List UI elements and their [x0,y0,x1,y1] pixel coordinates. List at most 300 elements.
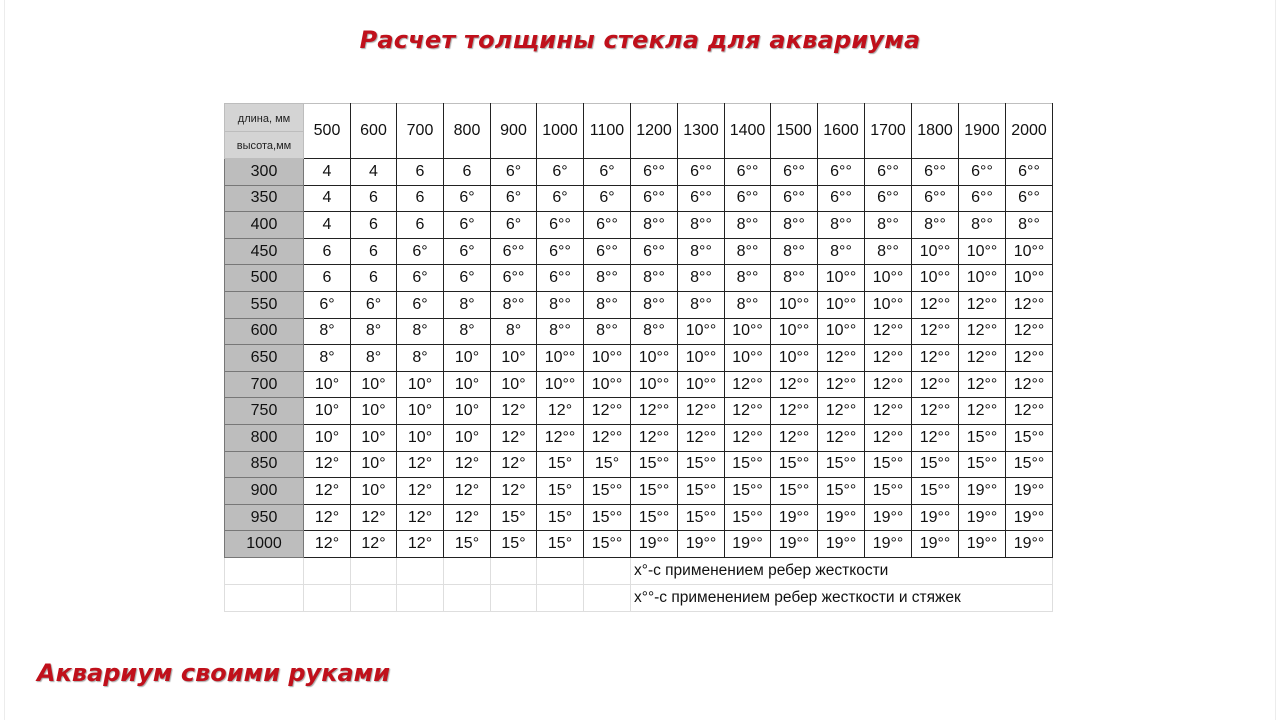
thickness-cell: 15° [444,531,491,558]
thickness-cell: 6°° [912,159,959,186]
thickness-cell: 12°° [1006,345,1053,372]
thickness-cell: 10° [351,398,397,425]
thickness-cell: 12° [397,531,444,558]
table-row [225,345,1053,372]
thickness-cell: 12° [397,451,444,478]
height-header-300: 300 [225,159,304,186]
thickness-cell: 19°° [818,504,865,531]
thickness-cell: 8°° [865,212,912,239]
thickness-cell: 4 [351,159,397,186]
length-header-1900: 1900 [959,104,1006,159]
thickness-cell: 15°° [631,504,678,531]
thickness-cell: 6 [351,238,397,265]
thickness-cell: 6 [304,265,351,292]
thickness-cell: 6° [444,185,491,212]
thickness-cell: 15°° [725,478,771,505]
thickness-cell: 6°° [865,185,912,212]
thickness-cell: 10° [397,398,444,425]
table-row [225,371,1053,398]
thickness-cell: 12°° [537,424,584,451]
corner-divider [225,131,303,132]
thickness-cell: 12°° [725,398,771,425]
thickness-cell: 10°° [1006,238,1053,265]
thickness-cell: 6°° [584,238,631,265]
table-row [225,185,1053,212]
thickness-cell: 10° [397,424,444,451]
thickness-cell: 12°° [725,424,771,451]
thickness-cell: 10°° [818,265,865,292]
height-header-400: 400 [225,212,304,239]
left-edge-line [4,0,5,720]
thickness-cell: 8°° [631,291,678,318]
page-title: Расчет толщины стекла для аквариума [359,26,921,54]
thickness-cell: 10°° [725,318,771,345]
thickness-cell: 19°° [771,504,818,531]
thickness-cell: 8°° [865,238,912,265]
thickness-cell: 6 [444,159,491,186]
thickness-cell: 12°° [1006,398,1053,425]
table-row [225,318,1053,345]
thickness-cell: 12° [304,531,351,558]
table-row [225,265,1053,292]
thickness-cell: 19°° [1006,504,1053,531]
thickness-cell: 15°° [678,478,725,505]
glass-thickness-table [224,103,1053,612]
thickness-cell: 4 [304,212,351,239]
thickness-cell: 6° [304,291,351,318]
thickness-cell: 8°° [631,318,678,345]
thickness-cell: 19°° [678,531,725,558]
table-row [225,451,1053,478]
table-row [225,504,1053,531]
empty-cell [584,584,631,611]
thickness-cell: 12° [491,451,537,478]
height-axis-label: высота,мм [236,140,292,152]
thickness-cell: 8° [351,345,397,372]
thickness-cell: 12°° [912,318,959,345]
thickness-cell: 19°° [912,504,959,531]
thickness-cell: 12°° [1006,318,1053,345]
thickness-cell: 10°° [678,371,725,398]
thickness-cell: 12°° [771,398,818,425]
thickness-cell: 12°° [584,424,631,451]
thickness-cell: 10° [351,371,397,398]
table-corner-header [225,104,304,159]
thickness-cell: 6°° [818,185,865,212]
thickness-cell: 10°° [912,265,959,292]
length-header-1500: 1500 [771,104,818,159]
thickness-cell: 15°° [584,504,631,531]
empty-cell [537,557,584,584]
thickness-cell: 10°° [771,291,818,318]
thickness-cell: 10° [304,398,351,425]
thickness-cell: 6°° [584,212,631,239]
thickness-cell: 12°° [865,318,912,345]
thickness-cell: 15°° [959,451,1006,478]
thickness-cell: 12°° [959,291,1006,318]
thickness-cell: 8°° [1006,212,1053,239]
thickness-cell: 10° [444,345,491,372]
thickness-cell: 6°° [631,185,678,212]
height-header-950: 950 [225,504,304,531]
thickness-cell: 6° [351,291,397,318]
thickness-cell: 10°° [725,345,771,372]
thickness-cell: 10° [491,345,537,372]
thickness-cell: 15°° [678,451,725,478]
thickness-cell: 12° [304,451,351,478]
thickness-cell: 15°° [725,504,771,531]
thickness-cell: 6°° [912,185,959,212]
empty-cell [537,584,584,611]
thickness-cell: 15°° [771,478,818,505]
thickness-cell: 15°° [631,478,678,505]
thickness-cell: 10°° [631,345,678,372]
thickness-cell: 12°° [678,398,725,425]
thickness-cell: 6 [304,238,351,265]
thickness-cell: 10°° [959,265,1006,292]
thickness-cell: 12°° [725,371,771,398]
thickness-cell: 6° [491,159,537,186]
thickness-cell: 6 [351,265,397,292]
length-header-800: 800 [444,104,491,159]
thickness-cell: 10°° [537,345,584,372]
thickness-cell: 8°° [584,265,631,292]
thickness-cell: 6°° [1006,185,1053,212]
thickness-cell: 10°° [912,238,959,265]
thickness-cell: 6 [397,212,444,239]
table-row [225,424,1053,451]
thickness-cell: 8°° [678,265,725,292]
thickness-cell: 15°° [865,451,912,478]
height-header-600: 600 [225,318,304,345]
thickness-cell: 10° [491,371,537,398]
empty-cell [397,557,444,584]
table-body [225,159,1053,612]
height-header-350: 350 [225,185,304,212]
thickness-cell: 6°° [537,238,584,265]
thickness-cell: 6° [444,265,491,292]
thickness-cell: 19°° [959,531,1006,558]
thickness-cell: 12°° [912,424,959,451]
thickness-cell: 15°° [912,478,959,505]
empty-cell [225,584,304,611]
thickness-cell: 10°° [865,291,912,318]
thickness-cell: 10° [304,371,351,398]
thickness-cell: 8°° [631,212,678,239]
thickness-cell: 6° [584,159,631,186]
length-header-1600: 1600 [818,104,865,159]
thickness-cell: 10° [444,371,491,398]
thickness-cell: 10°° [678,318,725,345]
thickness-cell: 10° [351,451,397,478]
thickness-cell: 19°° [1006,531,1053,558]
thickness-cell: 15° [537,531,584,558]
thickness-cell: 6 [397,159,444,186]
thickness-cell: 6°° [771,159,818,186]
thickness-cell: 12°° [631,424,678,451]
legend-note: x°°-с применением ребер жесткости и стяжек [631,584,1053,611]
thickness-cell: 6°° [865,159,912,186]
thickness-cell: 15°° [818,451,865,478]
thickness-cell: 12° [351,531,397,558]
thickness-cell: 12°° [865,398,912,425]
thickness-cell: 6° [584,185,631,212]
thickness-cell: 12°° [771,371,818,398]
thickness-cell: 12°° [1006,291,1053,318]
thickness-cell: 8°° [678,238,725,265]
thickness-cell: 15°° [865,478,912,505]
thickness-cell: 15° [537,504,584,531]
thickness-cell: 8°° [725,238,771,265]
length-header-700: 700 [397,104,444,159]
thickness-cell: 15°° [1006,424,1053,451]
thickness-cell: 6° [397,291,444,318]
thickness-cell: 19°° [959,504,1006,531]
thickness-cell: 8°° [725,291,771,318]
length-header-1700: 1700 [865,104,912,159]
thickness-cell: 12°° [818,345,865,372]
empty-cell [225,557,304,584]
thickness-cell: 4 [304,159,351,186]
thickness-cell: 10°° [818,291,865,318]
thickness-cell: 8° [491,318,537,345]
thickness-cell: 8°° [771,212,818,239]
thickness-cell: 10°° [537,371,584,398]
height-header-700: 700 [225,371,304,398]
thickness-cell: 6°° [537,265,584,292]
thickness-cell: 19°° [818,531,865,558]
thickness-cell: 15°° [584,478,631,505]
thickness-cell: 12° [444,504,491,531]
thickness-cell: 12°° [818,398,865,425]
thickness-cell: 15°° [631,451,678,478]
length-header-900: 900 [491,104,537,159]
thickness-cell: 8°° [537,318,584,345]
thickness-cell: 10°° [584,345,631,372]
thickness-cell: 12° [537,398,584,425]
thickness-cell: 12°° [865,424,912,451]
thickness-cell: 12° [491,398,537,425]
thickness-cell: 6° [444,238,491,265]
thickness-cell: 12°° [865,371,912,398]
legend-row [225,557,1053,584]
thickness-cell: 8° [351,318,397,345]
thickness-cell: 15° [537,478,584,505]
thickness-cell: 19°° [1006,478,1053,505]
length-header-1100: 1100 [584,104,631,159]
empty-cell [397,584,444,611]
thickness-cell: 6°° [959,185,1006,212]
thickness-cell: 19°° [725,531,771,558]
thickness-cell: 15°° [912,451,959,478]
thickness-cell: 10° [397,371,444,398]
thickness-cell: 10° [444,398,491,425]
length-header-1000: 1000 [537,104,584,159]
thickness-cell: 6°° [1006,159,1053,186]
thickness-cell: 10°° [771,318,818,345]
thickness-cell: 15°° [818,478,865,505]
thickness-cell: 8°° [959,212,1006,239]
thickness-cell: 6°° [678,159,725,186]
table-row [225,531,1053,558]
thickness-cell: 12°° [959,398,1006,425]
thickness-cell: 6° [491,185,537,212]
thickness-cell: 15°° [771,451,818,478]
thickness-cell: 12°° [912,371,959,398]
thickness-cell: 12°° [959,371,1006,398]
thickness-cell: 12° [491,478,537,505]
thickness-cell: 6°° [491,265,537,292]
thickness-cell: 15°° [959,424,1006,451]
thickness-cell: 10° [351,478,397,505]
table-row [225,212,1053,239]
length-header-1300: 1300 [678,104,725,159]
thickness-cell: 8° [304,345,351,372]
thickness-cell: 19°° [865,531,912,558]
thickness-cell: 6 [351,212,397,239]
empty-cell [351,584,397,611]
thickness-cell: 6° [397,265,444,292]
thickness-cell: 12° [397,504,444,531]
thickness-cell: 15°° [678,504,725,531]
length-header-600: 600 [351,104,397,159]
table-row [225,238,1053,265]
thickness-cell: 12°° [818,424,865,451]
thickness-cell: 12° [444,478,491,505]
length-axis-label: длина, мм [237,113,291,125]
height-header-650: 650 [225,345,304,372]
thickness-cell: 6° [491,212,537,239]
thickness-cell: 10° [351,424,397,451]
thickness-cell: 10°° [771,345,818,372]
table-row [225,398,1053,425]
thickness-cell: 6°° [631,238,678,265]
table-row [225,291,1053,318]
length-header-1800: 1800 [912,104,959,159]
height-header-900: 900 [225,478,304,505]
thickness-cell: 19°° [631,531,678,558]
footer-title: Аквариум своими руками [37,659,391,687]
table-row [225,478,1053,505]
thickness-cell: 19°° [912,531,959,558]
thickness-cell: 12°° [771,424,818,451]
thickness-cell: 12° [397,478,444,505]
length-header-2000: 2000 [1006,104,1053,159]
thickness-cell: 8° [444,291,491,318]
thickness-cell: 6°° [818,159,865,186]
thickness-cell: 10°° [678,345,725,372]
thickness-cell: 15° [491,531,537,558]
empty-cell [491,584,537,611]
empty-cell [584,557,631,584]
thickness-cell: 8°° [725,212,771,239]
thickness-cell: 6°° [725,185,771,212]
thickness-cell: 15°° [584,531,631,558]
legend-row [225,584,1053,611]
length-header-1400: 1400 [725,104,771,159]
height-header-450: 450 [225,238,304,265]
thickness-cell: 10° [304,424,351,451]
thickness-cell: 12°° [912,291,959,318]
thickness-cell: 8°° [678,212,725,239]
thickness-cell: 8°° [771,265,818,292]
thickness-cell: 12° [304,478,351,505]
thickness-cell: 6 [397,185,444,212]
empty-cell [304,557,351,584]
table-row [225,159,1053,186]
thickness-cell: 12°° [865,345,912,372]
thickness-cell: 12°° [631,398,678,425]
empty-cell [351,557,397,584]
thickness-cell: 6°° [959,159,1006,186]
thickness-cell: 6° [537,159,584,186]
thickness-cell: 12° [444,451,491,478]
right-edge-line [1275,0,1276,720]
thickness-cell: 6°° [491,238,537,265]
height-header-550: 550 [225,291,304,318]
thickness-cell: 8°° [631,265,678,292]
thickness-cell: 12°° [912,345,959,372]
empty-cell [304,584,351,611]
height-header-800: 800 [225,424,304,451]
thickness-cell: 4 [304,185,351,212]
thickness-cell: 12° [304,504,351,531]
thickness-cell: 12°° [678,424,725,451]
thickness-cell: 12°° [1006,371,1053,398]
thickness-cell: 19°° [771,531,818,558]
thickness-cell: 6°° [678,185,725,212]
thickness-cell: 8°° [818,238,865,265]
thickness-cell: 8°° [818,212,865,239]
thickness-cell: 8°° [537,291,584,318]
height-header-1000: 1000 [225,531,304,558]
thickness-cell: 10°° [959,238,1006,265]
thickness-cell: 15° [584,451,631,478]
thickness-cell: 8° [444,318,491,345]
legend-note: x°-с применением ребер жесткости [631,557,1053,584]
thickness-cell: 10° [444,424,491,451]
length-header-500: 500 [304,104,351,159]
thickness-cell: 6° [397,238,444,265]
thickness-cell: 15° [491,504,537,531]
thickness-cell: 15° [537,451,584,478]
thickness-cell: 6 [351,185,397,212]
thickness-cell: 12°° [959,345,1006,372]
empty-cell [491,557,537,584]
thickness-cell: 8° [397,318,444,345]
thickness-cell: 12°° [959,318,1006,345]
thickness-cell: 10°° [1006,265,1053,292]
thickness-cell: 10°° [584,371,631,398]
thickness-cell: 8° [397,345,444,372]
height-header-500: 500 [225,265,304,292]
length-header-1200: 1200 [631,104,678,159]
thickness-cell: 15°° [725,451,771,478]
thickness-cell: 6°° [725,159,771,186]
thickness-cell: 10°° [631,371,678,398]
thickness-cell: 6°° [771,185,818,212]
thickness-cell: 12° [351,504,397,531]
thickness-cell: 6°° [631,159,678,186]
thickness-cell: 8°° [678,291,725,318]
thickness-cell: 19°° [959,478,1006,505]
thickness-cell: 19°° [865,504,912,531]
thickness-cell: 8°° [912,212,959,239]
thickness-cell: 12° [491,424,537,451]
thickness-cell: 10°° [865,265,912,292]
height-header-750: 750 [225,398,304,425]
thickness-cell: 10°° [818,318,865,345]
